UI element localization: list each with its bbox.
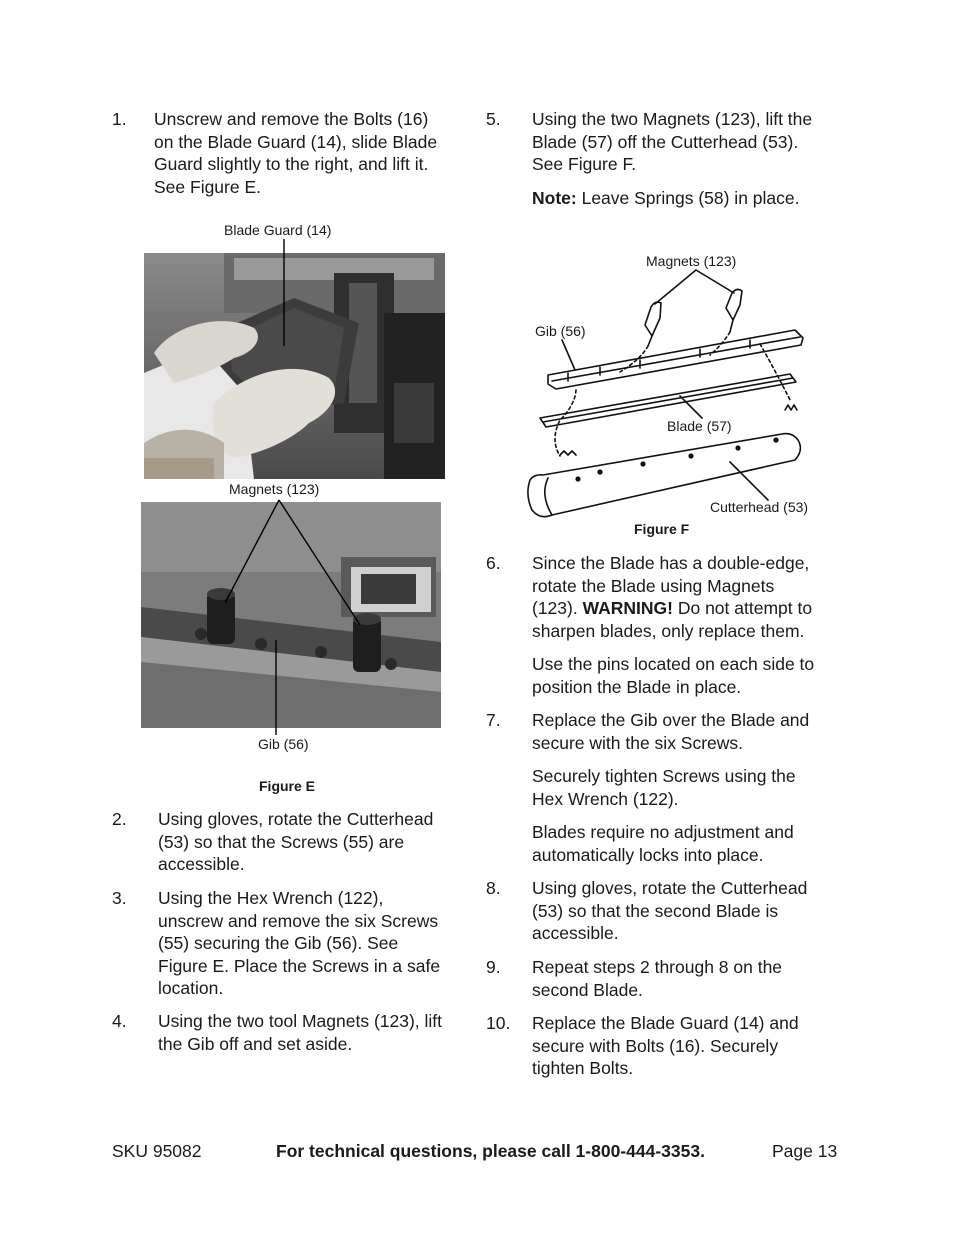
step-number: 10. [486, 1013, 511, 1033]
note-label: Note: [532, 188, 577, 208]
figure-e-caption: Figure E [259, 778, 316, 794]
step-text: Using gloves, rotate the Cutterhead (53) so that the Screws (55) are accessible. [158, 809, 434, 875]
step-number: 4. [112, 1011, 127, 1031]
step-number: 9. [486, 957, 501, 977]
step-number: 6. [486, 553, 501, 573]
step-number: 8. [486, 878, 501, 898]
footer-page-number: Page 13 [772, 1141, 838, 1161]
step-text: Using the Hex Wrench (122), unscrew and remove the six Screws (55) securing the Gib (56). See Figure E. Place the Screws in a safe location. [158, 888, 441, 999]
step-number: 1. [112, 109, 127, 129]
step-text: Using the two Magnets (123), lift the Blade (57) off the Cutterhead (53). See Figure F. [532, 109, 813, 175]
step-number: 7. [486, 710, 501, 730]
figure-f-label-gib: Gib (56) [535, 323, 586, 339]
step-text: Since the Blade has a double-edge, rotate the Blade using Magnets (123). WARNING! Do not attempt to sharpen blades, only replace them. [532, 553, 813, 641]
magnet-icon [645, 302, 661, 346]
figure-f-label-blade: Blade (57) [667, 418, 732, 434]
step-text: Using gloves, rotate the Cutterhead (53) so that the second Blade is accessible. [532, 878, 808, 944]
footer-support-phone: For technical questions, please call 1-800-444-3353. [276, 1141, 705, 1161]
step-text: Unscrew and remove the Bolts (16) on the Blade Guard (14), slide Blade Guard slightly to the right, and lift it. See Figure E. [154, 109, 438, 197]
step-7-subtext-1: Securely tighten Screws using the Hex Wrench (122). [532, 766, 796, 809]
figure-f-label-cutterhead: Cutterhead (53) [710, 499, 809, 515]
step-number: 2. [112, 809, 127, 829]
footer-sku: SKU 95082 [112, 1141, 202, 1161]
warning-label: WARNING! [582, 598, 673, 619]
step-number: 3. [112, 888, 127, 908]
magnet-icon [726, 289, 742, 332]
figure-f-label-magnets: Magnets (123) [646, 253, 737, 269]
figure-f-caption: Figure F [634, 521, 690, 537]
step-text: Replace the Gib over the Blade and secure with the six Screws. [532, 710, 810, 753]
step-7-subtext-2: Blades require no adjustment and automatically locks into place. [532, 822, 794, 865]
figure-e-label-blade-guard: Blade Guard (14) [224, 222, 332, 238]
figure-e-label-magnets: Magnets (123) [229, 481, 320, 497]
step-number: 5. [486, 109, 501, 129]
step-text: Repeat steps 2 through 8 on the second Blade. [532, 957, 783, 1000]
step-text: Replace the Blade Guard (14) and secure with Bolts (16). Securely tighten Bolts. [532, 1013, 799, 1079]
note-text: Leave Springs (58) in place. [576, 188, 800, 208]
step-6-subtext: Use the pins located on each side to position the Blade in place. [532, 654, 815, 697]
figure-e-label-gib: Gib (56) [258, 736, 309, 752]
step-text: Using the two tool Magnets (123), lift the Gib off and set aside. [158, 1011, 443, 1054]
